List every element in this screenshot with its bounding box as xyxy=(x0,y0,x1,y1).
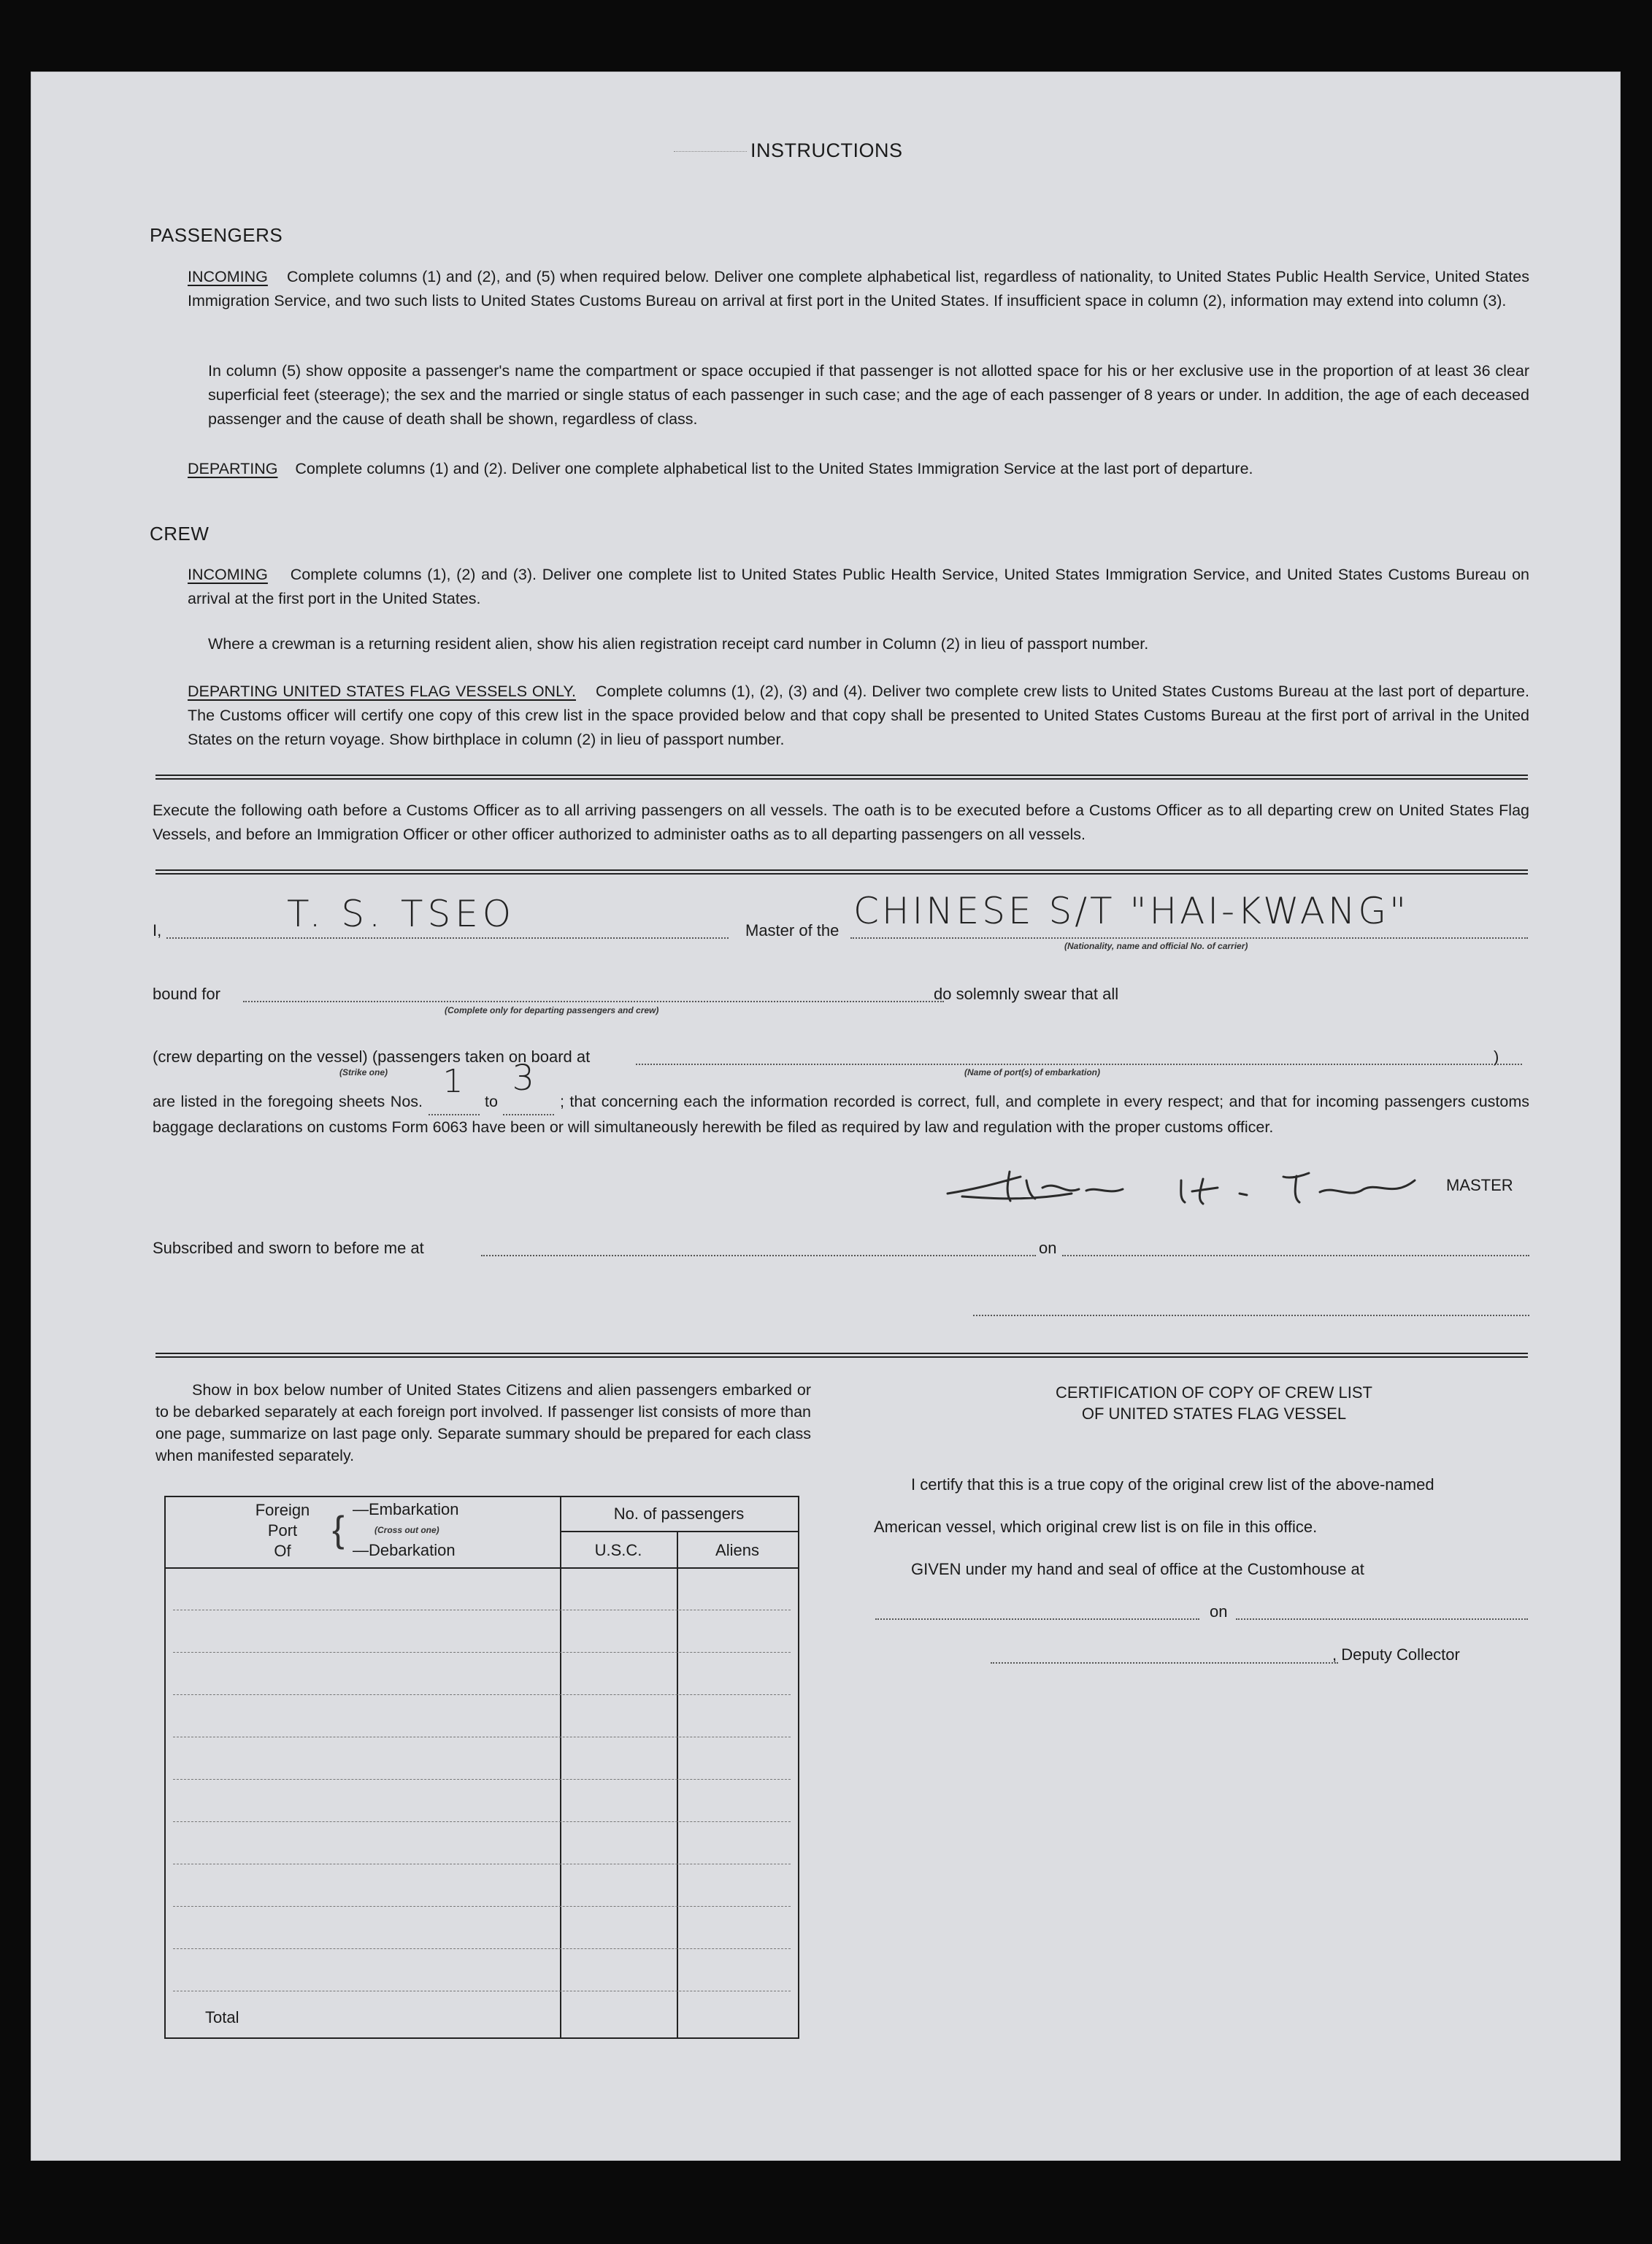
strike-hint: (Strike one) xyxy=(339,1067,388,1077)
bound-for-label: bound for xyxy=(153,985,220,1003)
divider-2 xyxy=(155,869,1528,875)
master-name-field[interactable]: T. S. TSEO xyxy=(287,893,516,935)
document-page xyxy=(31,72,1621,2161)
officer-signature-line[interactable] xyxy=(973,1315,1529,1316)
summary-row-line xyxy=(173,1948,791,1949)
passengers-departing xyxy=(188,457,1529,481)
passengers-incoming-text: Complete columns (1) and (2), and (5) when required below. Deliver one complete alphabetical list, regardless of nationality, to United States Public Health Service, United States Immigration Service, and two such lists to United States Customs Bureau on arrival at first port in the United States. If insufficient space in column (2), information may extend into column (3). xyxy=(188,268,1529,310)
swear-label: do solemnly swear that all xyxy=(934,985,1119,1003)
sheet-from-value: 1 xyxy=(442,1063,468,1100)
certification-line-1: I certify that this is a true copy of the original crew list of the above-named xyxy=(911,1475,1434,1494)
crew-line-label: (crew departing on the vessel) (passengers taken on board at xyxy=(153,1048,591,1066)
passengers-heading: PASSENGERS xyxy=(150,224,283,246)
vessel-field[interactable]: CHINESE S/T "HAI-KWANG" xyxy=(853,890,1410,932)
listed-text: ; that concerning each the information recorded is correct, full, and complete in every respect; and that for incoming passengers customs baggage declarations on customs Form 6063 have been or will simultaneously herewith be filed as required by law and regulation with the proper customs officer. xyxy=(153,1093,1530,1136)
brace-left: { xyxy=(332,1509,345,1550)
sheet-to-field[interactable] xyxy=(503,1058,554,1115)
customhouse-line[interactable] xyxy=(875,1618,1199,1620)
deputy-collector-label: , Deputy Collector xyxy=(1332,1645,1460,1664)
sheet-to-value: 3 xyxy=(512,1058,539,1099)
subscribed-place-line[interactable] xyxy=(481,1255,1036,1256)
header-bottom xyxy=(166,1567,798,1569)
col-port-line-1: Foreign xyxy=(255,1501,310,1519)
summary-table xyxy=(164,1496,799,2039)
vessel-hint: (Nationality, name and official No. of carrier) xyxy=(1064,941,1248,951)
oath-i-label: I, xyxy=(153,921,162,940)
master-name-line xyxy=(166,937,729,939)
summary-intro: Show in box below number of United States Citizens and alien passengers embarked or to be debarked separately at each foreign port involved. If passenger list consists of more than one page, summarize on last page only. Separate summary should be prepared for each class when manifested separately. xyxy=(155,1381,811,1464)
page-title: INSTRUCTIONS xyxy=(750,139,903,161)
ports-line xyxy=(636,1064,1522,1065)
deputy-signature-line[interactable] xyxy=(991,1662,1338,1664)
sheet-from-field[interactable] xyxy=(429,1063,480,1115)
summary-row-line xyxy=(173,1694,791,1695)
debark-label: —Debarkation xyxy=(353,1541,456,1559)
crew-departing-text: Complete columns (1), (2), (3) and (4). Deliver two complete crew lists to United States Customs Bureau at the last port of departure. The Customs officer will certify one copy of this crew list in the space provided below and that copy shall be presented to United States Customs Bureau at the first port of arrival in the United States on the return voyage. Show birthplace in column (2) in lieu of passport number. xyxy=(188,683,1529,748)
master-signature xyxy=(940,1158,1466,1210)
crew-departing xyxy=(188,680,1529,752)
divider-3 xyxy=(155,1353,1528,1358)
subscribed-label: Subscribed and sworn to before me at xyxy=(153,1239,424,1257)
certification-date-line[interactable] xyxy=(1236,1618,1528,1620)
summary-row-line xyxy=(173,1652,791,1653)
certification-title-line-1: CERTIFICATION OF COPY OF CREW LIST xyxy=(1056,1383,1372,1402)
signature-drawing xyxy=(940,1158,1466,1210)
certification-title xyxy=(900,1382,1528,1424)
listed-label: are listed in the foregoing sheets Nos. xyxy=(153,1093,423,1110)
certification-line-2: American vessel, which original crew list is on file in this office. xyxy=(874,1518,1318,1536)
passengers-departing-label: DEPARTING xyxy=(188,460,278,477)
summary-row-line xyxy=(173,1821,791,1822)
passengers-departing-text: Complete columns (1) and (2). Deliver one complete alphabetical list to the United States Immigration Service at the last port of departure. xyxy=(295,460,1253,477)
to-label: to xyxy=(485,1093,498,1110)
crew-incoming-text: Complete columns (1), (2) and (3). Deliver one complete list to United States Public Health Service, United States Immigration Service, and United States Customs Bureau on arrival at the first port in the United States. xyxy=(188,566,1529,607)
passengers-incoming-label: INCOMING xyxy=(188,268,268,285)
embark-label: —Embarkation xyxy=(353,1500,459,1518)
usc-header: U.S.C. xyxy=(594,1541,642,1559)
summary-row-line xyxy=(173,1906,791,1907)
passengers-header: No. of passengers xyxy=(613,1505,745,1523)
col-port-label xyxy=(239,1500,326,1561)
header-split xyxy=(560,1531,798,1532)
master-of-label: Master of the xyxy=(745,921,840,940)
certification-title-line-2: OF UNITED STATES FLAG VESSEL xyxy=(1081,1405,1347,1423)
ports-close-paren: ) xyxy=(1494,1048,1499,1066)
master-label: MASTER xyxy=(1446,1176,1513,1194)
subscribed-on-label: on xyxy=(1039,1239,1057,1257)
passengers-column5-text: In column (5) show opposite a passenger's name the compartment or space occupied if that passenger is not allotted space for his or her exclusive use in the proportion of at least 36 clear superficial feet (steerage); the sex and the married or single status of each passenger in such case; and the age of each passenger of 8 years or under. In addition, the age of each deceased passenger and the cause of death shall be shown, regardless of class. xyxy=(208,362,1529,428)
aliens-header: Aliens xyxy=(715,1541,759,1559)
certification-on-label: on xyxy=(1210,1602,1228,1621)
divider-1 xyxy=(155,775,1528,780)
ports-hint: (Name of port(s) of embarkation) xyxy=(964,1067,1101,1077)
vessel-line xyxy=(850,937,1528,939)
subscribed-date-line[interactable] xyxy=(1062,1255,1529,1256)
oath-intro: Execute the following oath before a Customs Officer as to all arriving passengers on all vessels. The oath is to be executed before a Customs Officer as to all departing crew on United States Flag Vessels, and before an Immigration Officer or other officer authorized to administer oaths as to all departing passengers on all vessels. xyxy=(153,802,1529,843)
crew-resident-text: Where a crewman is a returning resident alien, show his alien registration receipt card number in Column (2) in lieu of passport number. xyxy=(208,635,1149,653)
crew-heading: CREW xyxy=(150,523,210,545)
col-divider-1 xyxy=(560,1497,561,2037)
title-leader xyxy=(674,151,747,152)
passengers-incoming xyxy=(188,265,1529,313)
certification-line-3: GIVEN under my hand and seal of office at the Customhouse at xyxy=(911,1560,1364,1578)
crew-incoming xyxy=(188,563,1529,611)
total-label: Total xyxy=(205,2008,239,2026)
crew-departing-label: DEPARTING UNITED STATES FLAG VESSELS ONLY. xyxy=(188,683,576,700)
col-port-line-3: Of xyxy=(274,1542,291,1560)
col-divider-2 xyxy=(677,1531,678,2037)
summary-row-line xyxy=(173,1779,791,1780)
col-port-line-2: Port xyxy=(267,1521,298,1540)
crew-incoming-label: INCOMING xyxy=(188,566,268,583)
bound-for-hint: (Complete only for departing passengers and crew) xyxy=(445,1005,659,1015)
cross-hint: (Cross out one) xyxy=(374,1525,439,1535)
bound-for-line xyxy=(243,1001,944,1002)
